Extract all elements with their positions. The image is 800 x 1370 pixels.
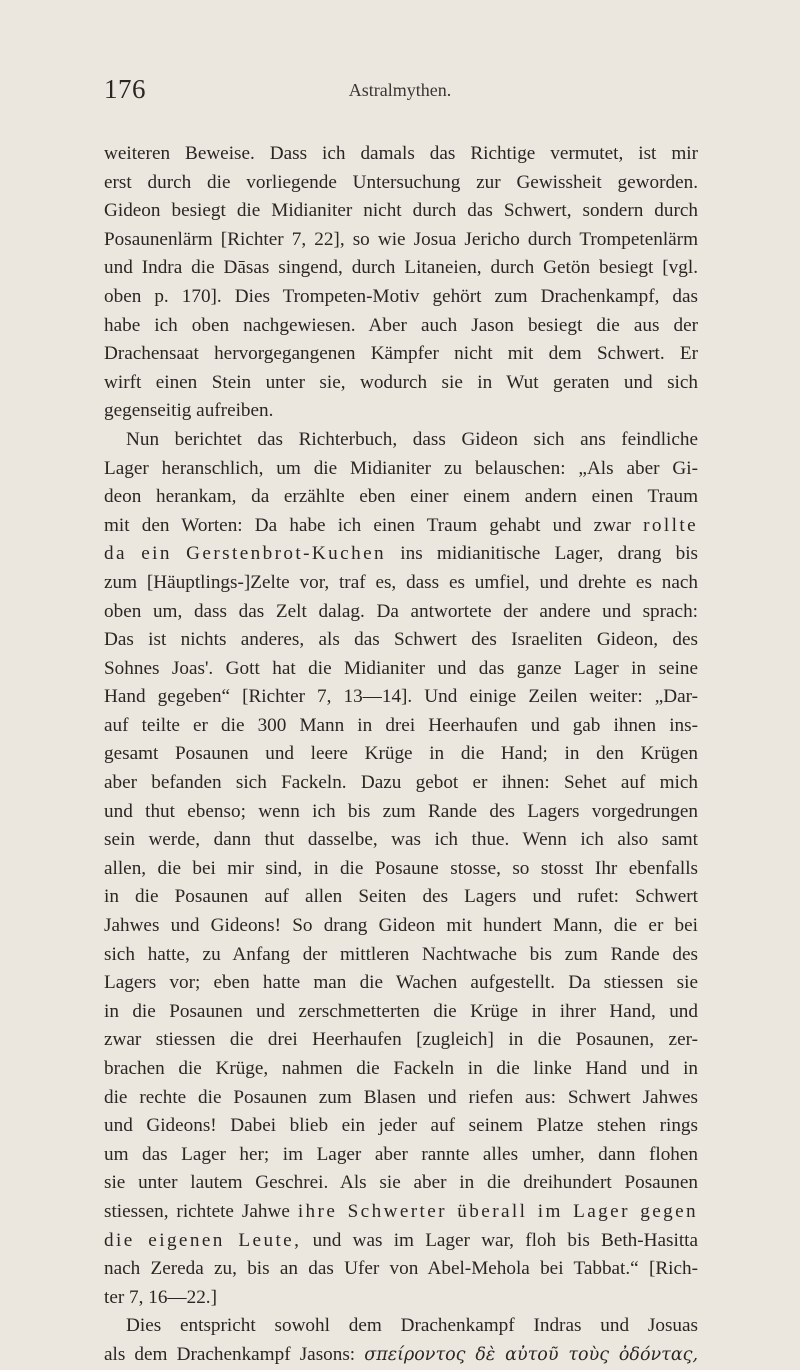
running-head: Astralmythen.	[348, 80, 452, 100]
text-line: Hand gegeben“ [Richter 7, 13—14]. Und einige Zeilen weiter: „Dar-	[104, 686, 698, 708]
text-line: Drachensaat hervorgegangenen Kämpfer nicht mit dem Schwert. Er	[104, 343, 698, 365]
text-line: wirft einen Stein unter sie, wodurch sie in Wut geraten und sich	[104, 371, 698, 393]
text-line: auf teilte er die 300 Mann in drei Heerhaufen und gab ihnen ins-	[104, 714, 698, 736]
spaced-text: Gerstenbrot-Kuchen	[186, 543, 386, 565]
spaced-text: die eigenen Leute,	[104, 1229, 302, 1251]
text-line: die rechte die Posaunen zum Blasen und riefen aus: Schwert Jahwes	[104, 1086, 698, 1108]
text-line	[104, 1341, 698, 1370]
text-segment: mit den Worten: Da habe ich einen Traum gehabt und zwar	[104, 514, 631, 536]
text-line: Sohnes Joas'. Gott hat die Midianiter und das ganze Lager in seine	[104, 657, 698, 679]
text-line: zwar stiessen die drei Heerhaufen [zugleich] in die Posaunen, zer-	[104, 1029, 698, 1051]
text-line: sich hatte, zu Anfang der mittleren Nachtwache bis zum Rande des	[104, 943, 698, 965]
text-line: ter 7, 16—22.]	[104, 1286, 217, 1308]
text-line: um das Lager her; im Lager aber rannte alles umher, dann flohen	[104, 1143, 698, 1165]
text-line: sein werde, dann thut dasselbe, was ich thue. Wenn ich also samt	[104, 829, 698, 851]
greek-quotation: σπείροντος δὲ αὐτοῦ τοὺς ὀδόντας,	[364, 1344, 699, 1365]
body-text	[104, 140, 698, 1370]
text-line: weiteren Beweise. Dass ich damals das Richtige vermutet, ist mir	[104, 143, 698, 164]
text-line: Das ist nichts anderes, als das Schwert des Israeliten Gideon, des	[104, 629, 698, 651]
text-segment: als dem Drachenkampf Jasons:	[104, 1343, 356, 1365]
text-line: und Indra die Dāsas singend, durch Litaneien, durch Getön besiegt [vgl.	[104, 257, 698, 279]
text-line	[104, 540, 698, 569]
text-line: Gideon besiegt die Midianiter nicht durch das Schwert, sondern durch	[104, 200, 698, 222]
text-line	[104, 1198, 698, 1227]
text-line	[104, 512, 698, 541]
text-line: nach Zereda zu, bis an das Ufer von Abel-Mehola bei Tabbat.“ [Rich-	[104, 1258, 698, 1280]
text-line: und thut ebenso; wenn ich bis zum Rande des Lagers vorgedrungen	[104, 800, 698, 822]
text-segment: ins midianitische Lager, drang bis	[400, 543, 698, 565]
text-line: Dies entspricht sowohl dem Drachenkampf Indras und Josuas	[126, 1315, 698, 1337]
text-line: allen, die bei mir sind, in die Posaune stosse, so stosst Ihr ebenfalls	[104, 857, 698, 879]
text-line: in die Posaunen und zerschmetterten die Krüge in ihrer Hand, und	[104, 1000, 698, 1022]
text-line: Lager heranschlich, um die Midianiter zu belauschen: „Als aber Gi-	[104, 457, 698, 479]
text-line: brachen die Krüge, nahmen die Fackeln in die linke Hand und in	[104, 1058, 698, 1079]
spaced-text: rollte	[643, 514, 699, 536]
spaced-text: da	[104, 543, 127, 565]
text-line: aber befanden sich Fackeln. Dazu gebot er ihnen: Sehet auf mich	[104, 772, 698, 794]
text-line: deon herankam, da erzählte eben einer einem andern einen Traum	[104, 486, 698, 508]
page-number: 176	[104, 74, 146, 104]
text-line: Posaunenlärm [Richter 7, 22], so wie Josua Jericho durch Trompetenlärm	[104, 228, 698, 250]
text-segment: und was im Lager war, floh bis Beth-Hasitta	[312, 1229, 699, 1251]
text-line	[104, 1227, 698, 1256]
text-line: gesamt Posaunen und leere Krüge in die Hand; in den Krügen	[104, 743, 698, 765]
text-segment: stiessen, richtete Jahwe	[104, 1200, 290, 1222]
text-line: gegenseitig aufreiben.	[104, 400, 274, 422]
text-line: oben p. 170]. Dies Trompeten-Motiv gehört zum Drachenkampf, das	[104, 285, 698, 307]
text-line: sie unter lautem Geschrei. Als sie aber in die dreihundert Posaunen	[104, 1172, 698, 1194]
text-line: in die Posaunen auf allen Seiten des Lagers und rufet: Schwert	[104, 886, 698, 908]
text-line: oben um, dass das Zelt dalag. Da antwortete der andere und sprach:	[104, 600, 698, 622]
text-line: und Gideons! Dabei blieb ein jeder auf seinem Platze stehen rings	[104, 1115, 698, 1137]
spaced-text: ein	[141, 543, 172, 565]
spaced-text: ihre Schwerter überall im Lager gegen	[297, 1200, 699, 1222]
page-header	[0, 74, 800, 114]
text-line: Jahwes und Gideons! So drang Gideon mit hundert Mann, die er bei	[104, 915, 698, 937]
text-line: zum [Häuptlings-]Zelte vor, traf es, dass es umfiel, und drehte es nach	[104, 571, 698, 593]
text-line: habe ich oben nachgewiesen. Aber auch Jason besiegt die aus der	[104, 314, 698, 336]
text-line: Lagers vor; eben hatte man die Wachen aufgestellt. Da stiessen sie	[104, 972, 698, 994]
text-line: Nun berichtet das Richterbuch, dass Gideon sich ans feindliche	[126, 428, 698, 450]
text-line: erst durch die vorliegende Untersuchung zur Gewissheit geworden.	[104, 171, 698, 193]
